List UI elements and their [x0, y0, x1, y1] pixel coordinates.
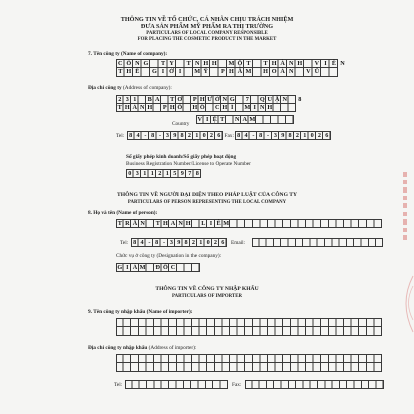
- company-address-boxes-line-2: [116, 103, 296, 112]
- grid-char: Q: [259, 95, 265, 103]
- grid-char: 9: [173, 132, 177, 139]
- grid-char: H: [126, 68, 132, 76]
- grid-char: H: [222, 103, 228, 111]
- grid-char: 1: [303, 132, 307, 139]
- grid-char: 9: [180, 170, 184, 177]
- section-title-vi-line-1: THÔNG TIN VỀ TỔ CHỨC, CÁ NHÂN CHỊU TRÁCH NHIỆM: [120, 16, 294, 23]
- grid-char: Í: [231, 103, 234, 111]
- grid-char: 8: [259, 132, 263, 139]
- grid-char: N: [140, 103, 145, 111]
- grid-char: 7: [188, 170, 192, 177]
- grid-char: Ê: [216, 220, 221, 227]
- grid-char: G: [229, 95, 235, 103]
- grid-char: N: [288, 60, 294, 67]
- grid-char: H: [162, 220, 168, 227]
- grid-char: 2: [209, 132, 213, 139]
- grid-char: T: [160, 60, 166, 67]
- grid-char: U: [267, 95, 272, 103]
- grid-char: H: [211, 60, 217, 67]
- grid-char: H: [228, 68, 234, 76]
- grid-char: N: [235, 116, 240, 123]
- grid-char: À: [280, 60, 285, 67]
- grid-char: 6: [221, 238, 225, 246]
- grid-char: À: [132, 103, 137, 111]
- grid-char: M: [139, 263, 146, 271]
- grid-char: H: [263, 68, 268, 76]
- grid-char: I: [126, 263, 129, 271]
- grid-char: Ỹ: [203, 68, 208, 76]
- person-tel-boxes: [131, 238, 227, 247]
- grid-char: 3: [125, 95, 129, 103]
- grid-char: Ố: [162, 263, 168, 271]
- grid-char: 1: [150, 170, 154, 177]
- section-title-en-line-1: PARTICULARS OF LOCAL COMPANY RESPONSIBLE: [146, 31, 268, 36]
- grid-char: I: [253, 103, 256, 111]
- grid-char: N: [178, 220, 183, 227]
- grid-char: 4: [136, 132, 140, 139]
- grid-char: 6: [325, 132, 329, 139]
- license-label-vi: Số giấy phép kinh doanh/Số giấy phép hoạt động: [126, 153, 237, 160]
- grid-char: A: [155, 95, 160, 103]
- grid-char: -: [148, 238, 151, 246]
- grid-char: T: [220, 116, 225, 123]
- importer-fax-label: Fax:: [232, 381, 242, 388]
- grid-char: H: [267, 103, 273, 111]
- grid-char: 2: [191, 238, 195, 246]
- grid-char: Ẩ: [237, 68, 243, 76]
- grid-char: 8: [133, 238, 137, 246]
- grid-char: Ế: [135, 68, 140, 76]
- grid-char: Ơ: [177, 95, 183, 103]
- grid-char: 4: [140, 238, 144, 246]
- grid-char: N: [222, 95, 227, 103]
- stamp-fragment: [394, 168, 414, 338]
- grid-char: Ệ: [212, 116, 217, 123]
- grid-char: Á: [132, 263, 138, 271]
- grid-char: C: [118, 60, 123, 67]
- grid-char: 8: [155, 238, 159, 246]
- grid-char: 9: [281, 132, 285, 139]
- grid-char: M: [249, 116, 256, 123]
- importer-fax-boxes: [245, 380, 384, 389]
- company-tel-label: Tel:: [116, 133, 125, 139]
- grid-char: Ầ: [132, 220, 138, 227]
- grid-char: 8: [195, 170, 199, 177]
- grid-char: H: [199, 95, 205, 103]
- company-fax-label: Fax:: [224, 133, 234, 139]
- person-email-label: Email:: [231, 239, 246, 246]
- grid-char: Ư: [207, 95, 213, 103]
- grid-char: Ê: [331, 60, 337, 67]
- representative-heading-en: PARTICULARS OF PERSON REPRESENTING THE LOCAL COMPANY: [127, 199, 287, 205]
- grid-char: Ố: [177, 103, 183, 111]
- grid-char: 8: [180, 132, 184, 139]
- country-boxes: [196, 115, 294, 124]
- grid-char: A: [242, 116, 247, 123]
- grid-char: -: [163, 238, 166, 246]
- grid-char: P: [162, 103, 167, 111]
- grid-char: G: [143, 60, 149, 67]
- grid-char: 1: [143, 170, 147, 177]
- grid-char: V: [306, 68, 311, 76]
- grid-char: 3: [273, 132, 277, 139]
- grid-char: H: [192, 103, 198, 111]
- grid-char: 2: [158, 170, 162, 177]
- importer-name-label: 9. Tên công ty nhập khẩu (Name of importer):: [88, 308, 193, 315]
- company-tel-boxes: [127, 131, 223, 140]
- grid-char: P: [192, 95, 197, 103]
- grid-char: V: [314, 60, 320, 67]
- company-address-label-vi: Địa chỉ công ty: [88, 84, 122, 91]
- grid-char: A: [170, 220, 176, 227]
- grid-char: T: [117, 220, 122, 227]
- grid-char: M: [228, 60, 235, 67]
- grid-char: I: [324, 60, 327, 67]
- grid-char: 6: [217, 132, 221, 139]
- person-name-boxes: [116, 219, 382, 228]
- grid-char: 3: [135, 170, 139, 177]
- grid-char: 9: [177, 238, 181, 246]
- grid-char: -: [252, 132, 255, 139]
- grid-char: 3: [165, 132, 169, 139]
- grid-char: N: [140, 220, 145, 227]
- grid-char: 2: [317, 132, 321, 139]
- grid-char: 0: [128, 170, 132, 177]
- grid-char: 8: [298, 95, 302, 103]
- grid-char: T: [186, 60, 191, 67]
- grid-char: 8: [237, 132, 241, 139]
- grid-char: 0: [310, 132, 314, 139]
- grid-char: H: [297, 60, 303, 67]
- importer-heading-vi: THÔNG TIN VỀ CÔNG TY NHẬP KHẨU: [155, 286, 259, 292]
- importer-heading-en: PARTICULARS OF IMPORTER: [172, 293, 242, 299]
- grid-char: Ô: [126, 60, 132, 67]
- company-name-label: 7. Tên công ty (Name of company):: [88, 50, 168, 57]
- grid-char: N: [340, 60, 345, 67]
- grid-char: Ũ: [314, 68, 320, 76]
- section-title-en-line-2: FOR PLACING THE COSMETIC PRODUCT IN THE MARKET: [137, 37, 277, 43]
- section-title-vi-line-2: ĐƯA SẢN PHẨM MỸ PHẨM RA THỊ TRƯỜNG: [140, 23, 274, 31]
- importer-name-boxes-line-2: [116, 326, 382, 335]
- grid-char: Đ: [155, 263, 160, 271]
- company-fax-boxes: [235, 131, 331, 140]
- grid-char: 1: [165, 170, 169, 177]
- grid-char: Y: [169, 60, 174, 67]
- grid-char: 0: [206, 238, 210, 246]
- grid-char: Ớ: [169, 68, 174, 76]
- grid-char: I: [209, 220, 213, 227]
- grid-char: 3: [169, 238, 173, 246]
- grid-char: 1: [195, 132, 199, 139]
- grid-char: C: [215, 103, 220, 111]
- importer-address-boxes-line-2: [116, 362, 382, 371]
- license-number-boxes: [126, 169, 201, 178]
- grid-char: 1: [133, 95, 137, 103]
- grid-char: Ồ: [199, 103, 205, 111]
- grid-char: Ậ: [275, 95, 280, 103]
- grid-char: B: [147, 95, 152, 103]
- grid-char: P: [220, 68, 225, 76]
- grid-char: N: [288, 68, 294, 76]
- grid-char: T: [117, 103, 122, 111]
- grid-char: 1: [199, 238, 203, 246]
- grid-char: G: [117, 263, 123, 271]
- grid-char: T: [170, 95, 175, 103]
- grid-char: 8: [184, 238, 188, 246]
- importer-address-label-vi: Địa chỉ công ty nhập khẩu: [88, 344, 148, 351]
- grid-char: -: [267, 132, 270, 139]
- designation-boxes: [116, 263, 200, 272]
- grid-char: 2: [213, 238, 217, 246]
- grid-char: 2: [187, 132, 191, 139]
- grid-char: H: [147, 103, 153, 111]
- grid-char: M: [244, 103, 251, 111]
- representative-heading-vi: THÔNG TIN VỀ NGƯỜI ĐẠI DIỆN THEO PHÁP LUẬT CỦA CÔNG TY: [116, 192, 297, 198]
- grid-char: À: [280, 68, 285, 76]
- grid-char: H: [271, 60, 277, 67]
- grid-char: V: [197, 116, 202, 123]
- importer-tel-boxes: [125, 380, 228, 389]
- grid-char: 8: [151, 132, 155, 139]
- person-tel-label: Tel:: [120, 239, 129, 246]
- grid-char: T: [155, 220, 160, 227]
- grid-char: I: [178, 68, 182, 76]
- grid-char: 8: [129, 132, 133, 139]
- grid-char: -: [159, 132, 162, 139]
- grid-char: 4: [244, 132, 248, 139]
- grid-char: H: [185, 220, 191, 227]
- person-name-label: 8. Họ và tên (Name of person):: [88, 210, 158, 216]
- license-label-en: Business Registration Number/License to Operate Number: [126, 161, 251, 167]
- grid-char: H: [203, 60, 209, 67]
- grid-char: 0: [202, 132, 206, 139]
- grid-char: C: [170, 263, 176, 271]
- grid-char: H: [124, 103, 130, 111]
- grid-char: N: [135, 60, 140, 67]
- grid-char: 2: [118, 95, 122, 103]
- grid-char: N: [194, 60, 200, 67]
- grid-char: T: [246, 60, 251, 67]
- company-address-label: [88, 85, 172, 91]
- grid-char: G: [152, 68, 157, 76]
- company-name-boxes-line-2: [116, 67, 338, 76]
- grid-char: N: [282, 95, 287, 103]
- grid-char: I: [161, 68, 165, 76]
- person-email-boxes: [252, 238, 383, 247]
- importer-address-label-en: (Address of importer):: [148, 344, 197, 351]
- grid-char: T: [263, 60, 268, 67]
- grid-char: 2: [295, 132, 299, 139]
- grid-char: R: [125, 220, 130, 227]
- grid-char: I: [206, 116, 209, 123]
- grid-char: 8: [288, 132, 292, 139]
- importer-address-label: [88, 345, 196, 351]
- grid-char: M: [223, 220, 230, 227]
- grid-char: M: [194, 68, 201, 76]
- grid-char: L: [201, 220, 206, 227]
- grid-char: N: [260, 103, 265, 111]
- grid-char: 5: [173, 170, 177, 177]
- designation-label: Chức vụ ở công ty (Designation in the company):: [116, 253, 222, 259]
- grid-char: Ờ: [214, 95, 220, 103]
- grid-char: -: [144, 132, 147, 139]
- grid-char: O: [271, 68, 277, 76]
- grid-char: T: [118, 68, 123, 76]
- grid-char: H: [169, 103, 175, 111]
- grid-char: 7: [245, 95, 249, 103]
- importer-tel-label: Tel:: [114, 381, 123, 388]
- country-label: Country: [172, 121, 190, 127]
- grid-char: Ộ: [237, 60, 243, 67]
- company-address-label-en: (Address of company):: [123, 84, 172, 91]
- grid-char: M: [245, 68, 252, 76]
